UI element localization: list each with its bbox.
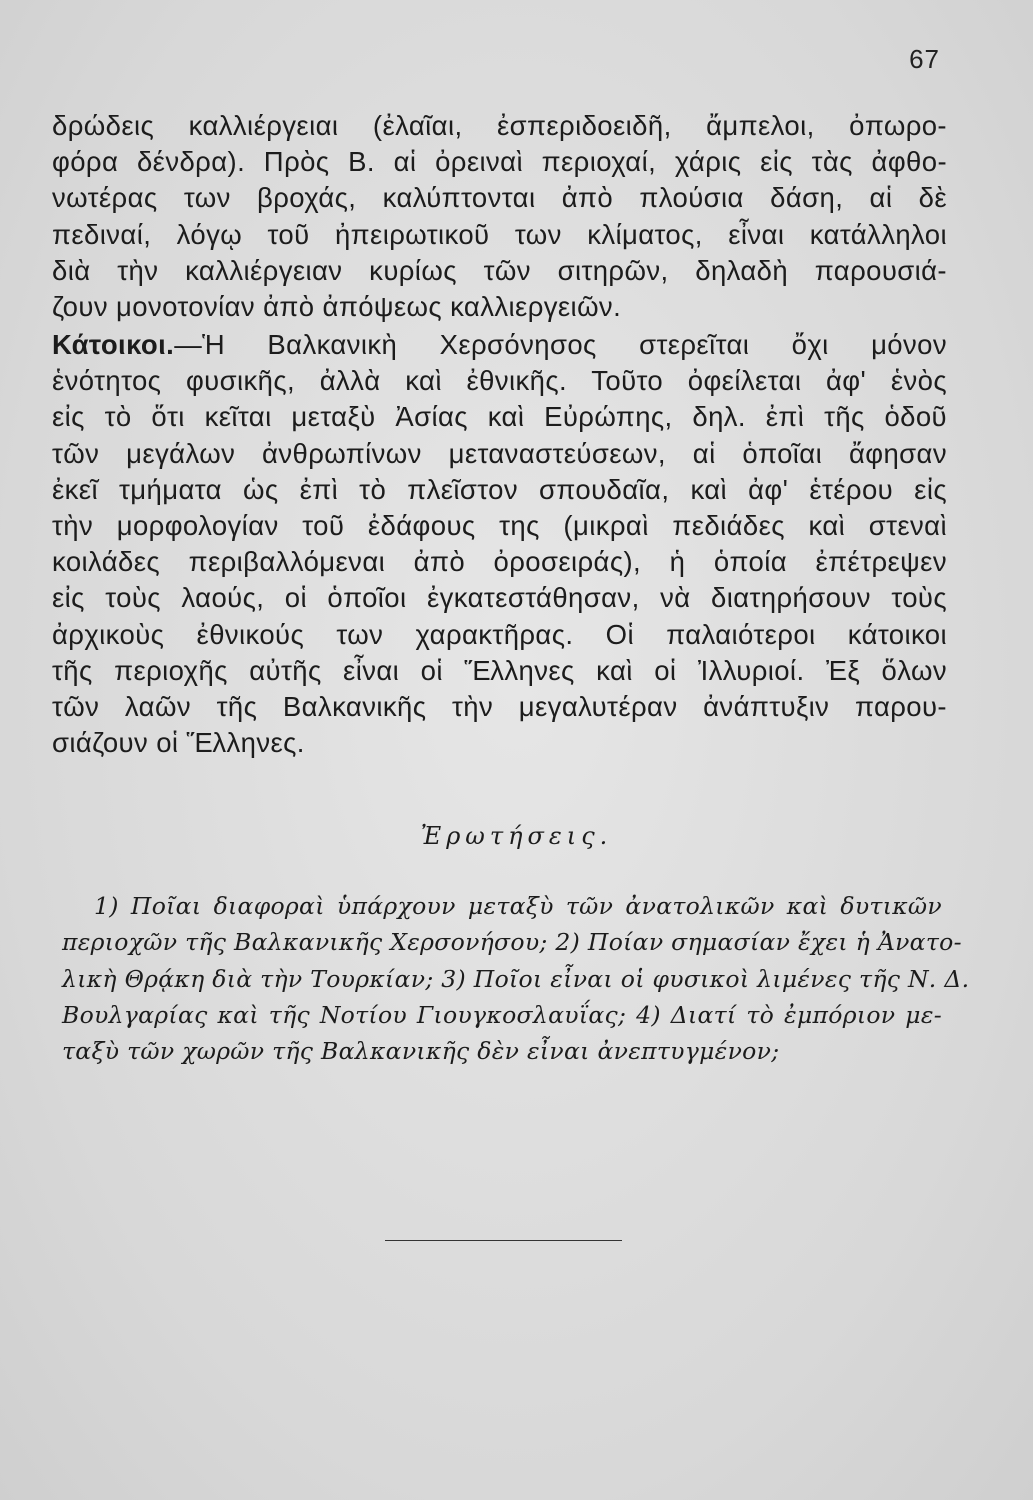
text-line: δρώδεις καλλιέργειαι (ἐλαῖαι, ἐσπεριδοειδῆ, ἄμπελοι, ὀπωρο- bbox=[52, 110, 947, 141]
text-line: ἐκεῖ τμήματα ὡς ἐπὶ τὸ πλεῖστον σπουδαῖα, καὶ ἀφ' ἑτέρου εἰς bbox=[52, 473, 947, 505]
questions-block bbox=[62, 888, 970, 1069]
question-line: ταξὺ τῶν χωρῶν τῆς Βαλκανικῆς δὲν εἶναι ἀνεπτυγμένον; bbox=[62, 1037, 780, 1066]
text-line: σιάζουν οἱ Ἕλληνες. bbox=[52, 727, 305, 759]
text-line: ζουν μονοτονίαν ἀπὸ ἀπόψεως καλλιεργειῶν. bbox=[52, 290, 622, 322]
question-line: λικὴ Θρᾴκη διὰ τὴν Τουρκίαν; 3) Ποῖοι εἶναι οἱ φυσικοὶ λιμένες τῆς Ν. Δ. bbox=[62, 964, 970, 993]
text-line: τῶν μεγάλων ἀνθρωπίνων μεταναστεύσεων, αἱ ὁποῖαι ἄφησαν bbox=[52, 437, 947, 469]
text-line-with-heading bbox=[52, 327, 947, 363]
question-line: περιοχῶν τῆς Βαλκανικῆς Χερσονήσου; 2) Ποίαν σημασίαν ἔχει ἡ Ἀνατο- bbox=[62, 928, 962, 957]
text-line: ἀρχικοὺς ἐθνικούς των χαρακτῆρας. Οἱ παλαιότεροι κάτοικοι bbox=[52, 618, 947, 650]
text-line: κοιλάδες περιβαλλόμεναι ἀπὸ ὀροσειράς), ἡ ὁποία ἐπέτρεψεν bbox=[52, 546, 947, 578]
questions-title: Ἐρωτήσεις. bbox=[420, 822, 613, 850]
text-line: φόρα δένδρα). Πρὸς Β. αἱ ὀρειναὶ περιοχαί, χάρις εἰς τὰς ἀφθο- bbox=[52, 146, 947, 178]
paragraph-vegetation bbox=[52, 108, 947, 325]
heading-line-text: —Ἡ Βαλκανικὴ Χερσόνησος στερεῖται ὄχι μόνον bbox=[174, 329, 947, 360]
question-line: Βουλγαρίας καὶ τῆς Νοτίου Γιουγκοσλαυΐας; 4) Διατί τὸ ἐμπόριον με- bbox=[62, 1000, 942, 1029]
section-heading: Κάτοικοι. bbox=[52, 329, 175, 360]
text-line: εἰς τοὺς λαούς, οἱ ὁποῖοι ἐγκατεστάθησαν, νὰ διατηρήσουν τοὺς bbox=[52, 582, 947, 614]
question-line: 1) Ποῖαι διαφοραὶ ὑπάρχουν μεταξὺ τῶν ἀνατολικῶν καὶ δυτικῶν bbox=[94, 892, 942, 920]
text-line: νωτέρας των βροχάς, καλύπτονται ἀπὸ πλούσια δάση, αἱ δὲ bbox=[52, 182, 947, 214]
page-number: 67 bbox=[909, 44, 940, 74]
horizontal-rule bbox=[385, 1240, 622, 1241]
text-line: πεδιναί, λόγῳ τοῦ ἠπειρωτικοῦ των κλίματος, εἶναι κατάλληλοι bbox=[52, 218, 947, 250]
text-line: εἰς τὸ ὅτι κεῖται μεταξὺ Ἀσίας καὶ Εὐρώπης, δηλ. ἐπὶ τῆς ὁδοῦ bbox=[52, 401, 947, 433]
text-line: τὴν μορφολογίαν τοῦ ἐδάφους της (μικραὶ πεδιάδες καὶ στεναὶ bbox=[52, 509, 947, 541]
text-line: τῶν λαῶν τῆς Βαλκανικῆς τὴν μεγαλυτέραν ἀνάπτυξιν παρου- bbox=[52, 690, 947, 722]
text-line: διὰ τὴν καλλιέργειαν κυρίως τῶν σιτηρῶν, δηλαδὴ παρουσιά- bbox=[52, 254, 947, 286]
text-line: τῆς περιοχῆς αὐτῆς εἶναι οἱ Ἕλληνες καὶ οἱ Ἰλλυριοί. Ἐξ ὅλων bbox=[52, 654, 947, 686]
paragraph-inhabitants bbox=[52, 327, 947, 761]
text-line: ἑνότητος φυσικῆς, ἀλλὰ καὶ ἐθνικῆς. Τοῦτο ὀφείλεται ἀφ' ἑνὸς bbox=[52, 365, 947, 397]
